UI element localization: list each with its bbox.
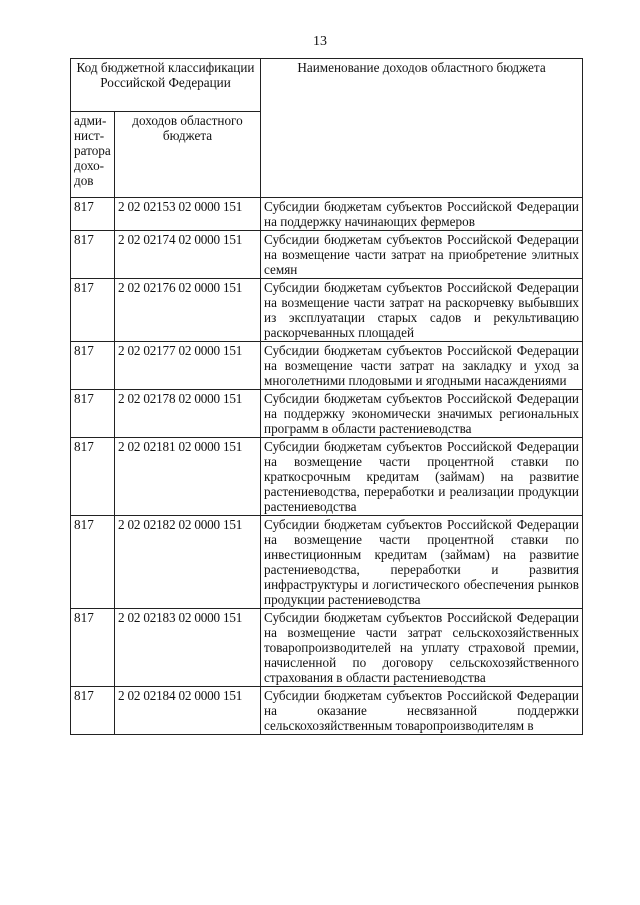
admin-code-cell: 817 [71, 609, 115, 687]
budget-code-cell: 2 02 02176 02 0000 151 [115, 279, 261, 342]
header-name-column: Наименование доходов областного бюджета [261, 59, 583, 198]
revenue-name-cell: Субсидии бюджетам субъектов Российской Федерации на возмещение части процентной ставки по краткосрочным кредитам (займам) на развитие растениеводства, переработки и реализации продукции растениеводства [261, 438, 583, 516]
table-row [71, 342, 583, 390]
revenue-name-cell: Субсидии бюджетам субъектов Российской Федерации на возмещение части затрат на раскорчевку выбывших из эксплуатации старых садов и рекультивацию раскорчеванных площадей [261, 279, 583, 342]
revenue-name-cell: Субсидии бюджетам субъектов Российской Федерации на поддержку начинающих фермеров [261, 198, 583, 231]
budget-code-cell: 2 02 02182 02 0000 151 [115, 516, 261, 609]
header-group-title: Код бюджетной классификации Российской Федерации [71, 59, 261, 112]
budget-code-cell: 2 02 02181 02 0000 151 [115, 438, 261, 516]
budget-codes-table [70, 58, 583, 735]
admin-code-cell: 817 [71, 279, 115, 342]
table-row [71, 279, 583, 342]
admin-code-cell: 817 [71, 390, 115, 438]
admin-code-cell: 817 [71, 516, 115, 609]
admin-code-cell: 817 [71, 198, 115, 231]
header-code-column: доходов областного бюджета [115, 112, 261, 198]
budget-code-cell: 2 02 02178 02 0000 151 [115, 390, 261, 438]
budget-code-cell: 2 02 02184 02 0000 151 [115, 687, 261, 735]
table-row [71, 231, 583, 279]
admin-code-cell: 817 [71, 687, 115, 735]
revenue-name-cell: Субсидии бюджетам субъектов Российской Федерации на возмещение части затрат на приобретение элитных семян [261, 231, 583, 279]
budget-code-cell: 2 02 02177 02 0000 151 [115, 342, 261, 390]
table-row [71, 198, 583, 231]
budget-code-cell: 2 02 02153 02 0000 151 [115, 198, 261, 231]
revenue-name-cell: Субсидии бюджетам субъектов Российской Федерации на оказание несвязанной поддержки сельскохозяйственным товаропроизводителям в [261, 687, 583, 735]
table-row [71, 609, 583, 687]
admin-code-cell: 817 [71, 231, 115, 279]
header-row-top [71, 59, 583, 112]
admin-code-cell: 817 [71, 342, 115, 390]
table-row [71, 516, 583, 609]
revenue-name-cell: Субсидии бюджетам субъектов Российской Федерации на поддержку экономически значимых региональных программ в области растениеводства [261, 390, 583, 438]
revenue-name-cell: Субсидии бюджетам субъектов Российской Федерации на возмещение части затрат на закладку и уход за многолетними плодовыми и ягодными насаждениями [261, 342, 583, 390]
header-admin-column: адми-нист-ратора дохо-дов [71, 112, 115, 198]
revenue-name-cell: Субсидии бюджетам субъектов Российской Федерации на возмещение части процентной ставки по инвестиционным кредитам (займам) на развитие растениеводства, переработки и развития инфраструктуры и логистического обеспечения рынков продукции растениеводства [261, 516, 583, 609]
admin-code-cell: 817 [71, 438, 115, 516]
budget-code-cell: 2 02 02183 02 0000 151 [115, 609, 261, 687]
table-row [71, 687, 583, 735]
table-row [71, 390, 583, 438]
page-number: 13 [313, 34, 327, 49]
budget-code-cell: 2 02 02174 02 0000 151 [115, 231, 261, 279]
table-row [71, 438, 583, 516]
revenue-name-cell: Субсидии бюджетам субъектов Российской Федерации на возмещение части затрат сельскохозяйственных товаропроизводителей на уплату страховой премии, начисленной по договору сельскохозяйственного страхования в области растениеводства [261, 609, 583, 687]
